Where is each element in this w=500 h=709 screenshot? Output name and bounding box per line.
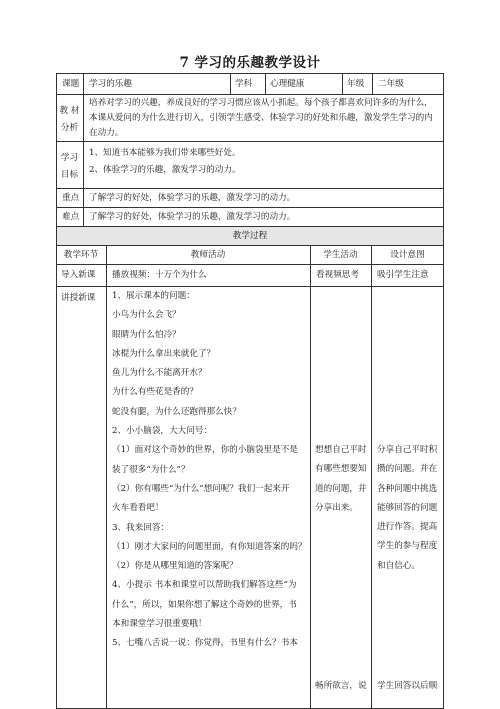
intent-line: 学生的参与程度: [377, 541, 438, 552]
teacher-line: 火车看看吧！: [112, 503, 164, 514]
course-label: 课题: [62, 79, 80, 89]
teacher-line: （1）面对这个奇妙的世界，你的小脑袋里是不是: [112, 445, 298, 456]
teacher-line: 蛇没有腿，为什么还跑得那么快？: [112, 406, 241, 417]
teacher-line: 2、小小脑袋，大大问号：: [112, 426, 212, 437]
teacher-line: 为什么有些花是香的？: [112, 387, 198, 398]
teacher-line: 1、展示课本的问题：: [112, 291, 195, 301]
analysis-label: 教 材 分析: [59, 106, 80, 133]
course-value: 学习的乐趣: [89, 79, 132, 89]
lecture-student-activities: [315, 441, 370, 518]
intent-line: 分享自己平时积: [377, 445, 438, 455]
teacher-line: （2）你是从哪里知道的答案呢？: [112, 561, 238, 572]
col-stage-header: 教学环节: [63, 250, 99, 260]
lecture-design-intent: [377, 441, 443, 576]
col-teacher-header: 教师活动: [190, 250, 226, 260]
teacher-line: 本和课堂学习很重要哦！: [112, 619, 207, 630]
lecture-student-tail: 畅所欲言，说: [315, 681, 367, 691]
subject-label: 学科: [235, 79, 253, 89]
goal-item: 2、体验学习的乐趣，激发学习的动力。: [89, 165, 241, 175]
intro-teacher: 播放视频：十万个为什么: [112, 270, 207, 280]
difficulty-text: 了解学习的好处，体验学习的乐趣，激发学习的动力。: [89, 212, 296, 222]
teacher-line: （2）你有哪些“为什么”想问呢？我们一起来开: [112, 483, 290, 494]
student-line: 分享出来。: [315, 502, 358, 513]
teacher-line: 装了很多“为什么”？: [112, 464, 190, 475]
teacher-line: 小鸟为什么会飞？: [112, 310, 181, 321]
intro-stage: 导入新课: [61, 270, 96, 280]
page-title: 7 学习的乐趣教学设计: [179, 55, 321, 71]
intro-intent: 吸引学生注意: [377, 270, 429, 280]
process-header: 教学过程: [232, 231, 268, 241]
analysis-text: 培养对学习的兴趣，养成良好的学习习惯应该从小抓起。每个孩子都喜欢问许多的为什么， 本课从爱问的为什么进行切入，引领学生感受、体验学习的好处和乐趣，激发学生学习的内 在动力。: [89, 98, 433, 138]
intro-student: 看视频思考: [316, 270, 359, 280]
student-line: 有哪些想要知: [315, 464, 367, 475]
lecture-stage: 讲授新课: [61, 293, 96, 303]
goal-item: 1、知道书本能够为我们带来哪些好处。: [89, 148, 241, 158]
teacher-line: 3、我来回答：: [112, 522, 170, 533]
intent-line: 进行作答。提高: [377, 522, 438, 533]
col-intent-header: 设计意图: [390, 250, 425, 260]
lecture-intent-tail: 学生回答以后顺: [377, 681, 438, 691]
intent-line: 能够回答的问题: [377, 502, 438, 513]
teacher-line: 鱼儿为什么不能离开水？: [112, 368, 207, 379]
key-point-text: 了解学习的好处，体验学习的乐趣，激发学习的动力。: [89, 193, 296, 203]
teacher-line: 5、七嘴八舌说一说：你觉得，书里有什么？书本: [112, 638, 298, 649]
teacher-line: 什么”，所以，如果你想了解这个奇妙的世界，书: [112, 599, 297, 610]
student-line: 道的问题，并: [315, 483, 367, 494]
goals-label: 学习 目标: [60, 153, 79, 180]
lecture-teacher-activities: [112, 287, 308, 654]
intent-line: 攒的问题。并在: [377, 464, 438, 475]
difficulty-label: 难点: [62, 212, 80, 222]
intent-line: 各种问题中挑选: [377, 483, 438, 494]
teacher-line: 4、小提示 书本和课堂可以帮助我们解答这些“为: [112, 580, 297, 591]
goals-list: [89, 145, 241, 179]
col-student-header: 学生活动: [323, 250, 358, 260]
intent-line: 和自信心。: [377, 560, 420, 571]
teacher-line: 冰棍为什么拿出来就化了？: [112, 348, 216, 359]
subject-value: 心理健康: [270, 79, 305, 89]
teacher-line: （1）刚才大家问的问题里面，有你知道答案的吗？: [112, 541, 307, 552]
key-point-label: 重点: [62, 193, 80, 203]
student-line: 想想自己平时: [315, 445, 367, 455]
grade-label: 年级: [347, 79, 365, 89]
teacher-line: 眼睛为什么怕冷？: [112, 329, 181, 340]
grade-value: 二年级: [378, 79, 404, 89]
